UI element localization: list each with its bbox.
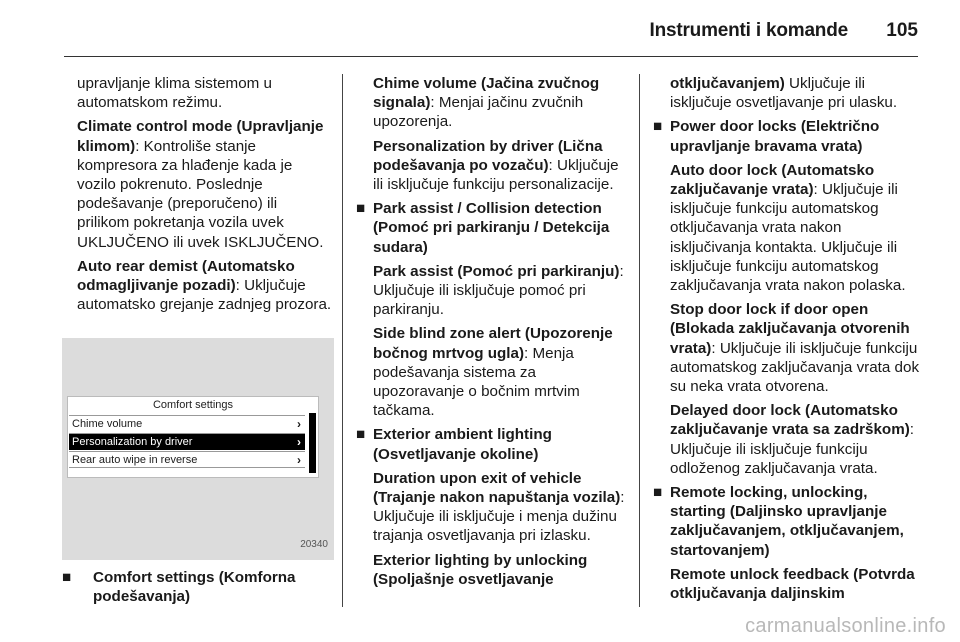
col1-paragraph-1: Climate control mode (Upravljanje klimom): Kontroliše stanje kompresora za hlađenje kada je vozilo pokrenuto. Poslednje podešavanje (preporučeno) ili prilikom pokretanja vozila uvek UKLJUČENO ili uvek ISKLJUČENO. [77,118,324,251]
comfort-settings-figure [62,338,334,560]
col1-intro: upravljanje klima sistemom u automatskom režimu. [77,75,272,112]
bullet-icon: ■ [62,569,72,586]
page-number: 105 [886,20,918,41]
section-comfort-settings [62,568,349,606]
bullet-icon: ■ [356,200,366,218]
bullet-icon: ■ [356,426,366,444]
header-rule [64,56,918,57]
section-title-comfort: Comfort settings (Komforna podešavanja) [93,569,296,606]
menu-row-rear-auto-wipe: Rear auto wipe in reverse › [69,451,305,468]
bullet-icon: ■ [653,484,663,502]
section-title-remote-locking: Remote locking, unlocking, starting (Daljinsko upravljanje zaključavanjem, otključavanjem, startovanjem) [670,484,904,559]
column-divider-1 [342,74,343,607]
column-2 [356,74,628,594]
col2-paragraph-2: Personalization by driver (Lična podešavanja po vozaču): Uključuje ili isključuje funkciju personalizacije. [373,137,619,194]
screen-title: Comfort settings [152,399,234,411]
bullet-icon: ■ [653,118,663,136]
column-divider-2 [639,74,640,607]
chapter-title: Instrumenti i komande [649,20,848,41]
column-3 [653,74,925,608]
section-title-power-door-locks: Power door locks (Električno upravljanje bravama vrata) [670,118,880,155]
menu-row-chime-volume: Chime volume › [69,415,305,432]
watermark: carmanualsonline.info [745,615,946,637]
menu-row-personalization: Personalization by driver › [69,433,305,450]
section-power-door-locks: ■ Power door locks (Električno upravljanje bravama vrata) Auto door lock (Automatsko zaključavanje vrata): Uključuje ili isključuje funkciju automatskog otključavanja vrata nakon isključivanja kontakta. Uključuje ili isključuje funkciju automatskog zaključavanja vrata nakon polaska. Stop door lock if door open (Blokada zaključavanja otvorenih vrata): Uključuje ili isključuje funkciju automatskog zaključavanja vrata dok su neka vrata otvorena. Delayed door lock (Automatsko zaključavanje vrata sa zadrškom): Uključuje ili isključuje funkciju odloženog zaključavanja vrata. [653,118,920,477]
col3-paragraph-0: otključavanjem) Uključuje ili isključuje osvetljavanje pri ulasku. [670,75,898,112]
section-title-exterior-lighting: Exterior ambient lighting (Osvetljavanje okoline) [373,426,552,463]
col2-paragraph-1: Chime volume (Jačina zvučnog signala): Menjai jačinu zvučnih upozorenja. [373,75,600,131]
chevron-right-icon: › [297,435,301,449]
chevron-right-icon: › [297,453,301,467]
section-park-assist: ■ Park assist / Collision detection (Pomoć pri parkiranju / Detekcija sudara) Park assist (Pomoć pri parkiranju): Uključuje ili isključuje pomoć pri parkiranju. Side blind zone alert (Upozorenje bočnog mrtvog ugla): Menja podešavanja sistema za upozoravanje o bočnim mrtvim tačkama. [356,200,624,420]
section-remote-locking: ■ Remote locking, unlocking, starting (Daljinsko upravljanje zaključavanjem, otključavanjem, startovanjem) Remote unlock feedback (Potvrda otključavanja daljinskim [653,484,915,603]
col1-paragraph-2: Auto rear demist (Automatsko odmagljivanje pozadi): Uključuje automatsko grejanje zadnjeg prozora. [77,257,332,314]
term-climate-control-mode: Climate control mode (Upravljanje klimom) [77,118,324,155]
display-screen [67,396,319,478]
term-auto-rear-demist: Auto rear demist (Automatsko odmagljivanje pozadi) [77,257,295,295]
column-1 [77,74,332,319]
section-exterior-lighting: ■ Exterior ambient lighting (Osvetljavanje okoline) Duration upon exit of vehicle (Trajanje nakon napuštanja vozila): Uključuje ili isključuje i menja dužinu trajanja osvetljavanja pri izlasku. Exterior lighting by unlocking (Spoljašnje osvetljavanje [356,426,625,588]
page-header [0,0,960,52]
scrollbar-indicator [309,413,316,473]
figure-number: 20340 [300,539,328,550]
chevron-right-icon: › [297,417,301,431]
section-title-park-assist: Park assist / Collision detection (Pomoć pri parkiranju / Detekcija sudara) [373,200,610,256]
